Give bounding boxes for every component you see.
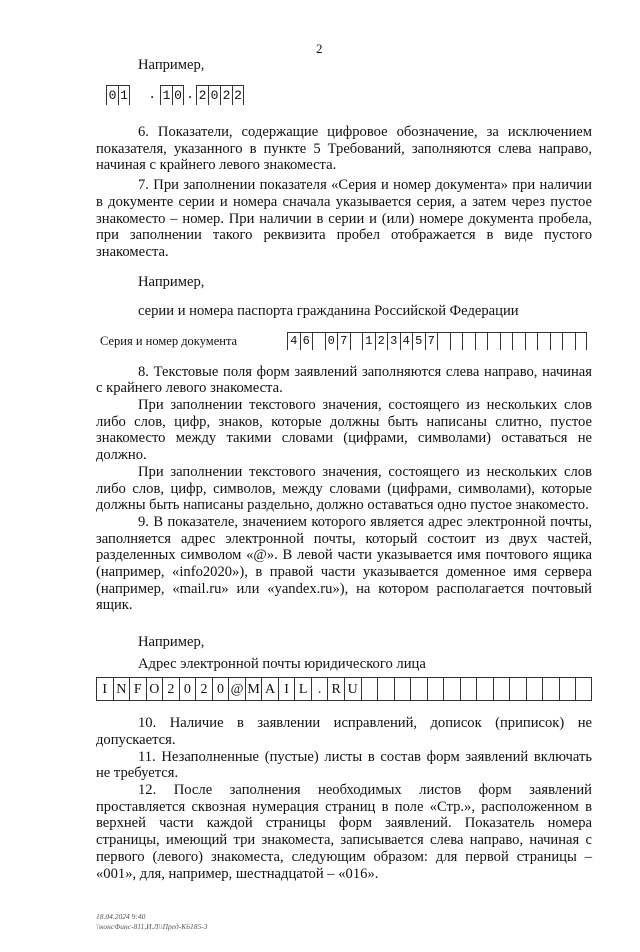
email-field [96, 677, 592, 701]
char-cell [462, 332, 475, 350]
char-cell [312, 332, 325, 350]
char-cell [550, 332, 563, 350]
char-cell [500, 332, 513, 350]
char-cell: 0 [179, 677, 196, 701]
date-cell: 1 [118, 85, 130, 105]
char-cell [361, 677, 378, 701]
char-cell [493, 677, 510, 701]
example-label: Например, [138, 57, 205, 73]
paragraph-10-12: 10. Наличие в заявлении исправлений, дописок (приписок) не допускается. 11. Незаполненные (пустые) листы в состав форм заявлений включать не требуется. 12. После заполнения необходимых листов форм заявлений проставляется сквозная нумерация страниц в поле «Стр.», расположенном в верхней части каждой страницы форм заявлений. Показатель номера страницы, имеющий три знакоместа, записывается слева направо, начиная с первого (левого) знакоместа, следующим образом: для первой страницы – «001», для, например, шестнадцатой – «016». [96, 715, 592, 882]
char-cell [410, 677, 427, 701]
char-cell: F [129, 677, 146, 701]
char-cell [562, 332, 575, 350]
char-cell [487, 332, 500, 350]
char-cell [526, 677, 543, 701]
char-cell: 2 [375, 332, 388, 350]
example-label: Например, [138, 273, 205, 290]
date-example [106, 85, 592, 105]
series-row [96, 332, 592, 350]
char-cell [377, 677, 394, 701]
char-cell [542, 677, 559, 701]
char-cell: 2 [162, 677, 179, 701]
char-cell: 5 [412, 332, 425, 350]
char-cell: 3 [387, 332, 400, 350]
char-cell: 4 [287, 332, 300, 350]
char-cell [450, 332, 463, 350]
char-cell [427, 677, 444, 701]
example-label: Например, [138, 634, 205, 651]
char-cell: N [113, 677, 130, 701]
date-cell: 0 [106, 85, 118, 105]
char-cell [476, 677, 493, 701]
passport-caption: серии и номера паспорта гражданина Российской Федерации [138, 302, 519, 319]
char-cell [350, 332, 363, 350]
date-cell: 0 [172, 85, 184, 105]
char-cell [537, 332, 550, 350]
date-cell: 2 [232, 85, 244, 105]
char-cell [475, 332, 488, 350]
char-cell: U [344, 677, 361, 701]
char-cell: 6 [300, 332, 313, 350]
char-cell [443, 677, 460, 701]
date-cell: 2 [220, 85, 232, 105]
page-number: 2 [316, 41, 323, 56]
series-label: Серия и номер документа [100, 333, 238, 348]
char-cell: 2 [195, 677, 212, 701]
char-cell: 1 [362, 332, 375, 350]
char-cell [575, 332, 588, 350]
char-cell [437, 332, 450, 350]
footer-timestamp: 18.04.2024 9:40 [96, 912, 146, 922]
char-cell [559, 677, 576, 701]
date-cell: 0 [208, 85, 220, 105]
char-cell [394, 677, 411, 701]
char-cell: L [294, 677, 311, 701]
date-cell: 2 [196, 85, 208, 105]
char-cell: 0 [212, 677, 229, 701]
char-cell [525, 332, 538, 350]
paragraph-8-9: 8. Текстовые поля форм заявлений заполняются слева направо, начиная с крайнего левого знакоместа. При заполнении текстового значения, состоящего из нескольких слов либо слов, цифр, знаков, которые должны быть написаны слитно, пустое знакоместо между такими словами (цифрами, символами) оставаться не должно. При заполнении текстового значения, состоящего из нескольких слов либо слов, цифр, символов, между словами (цифрами, символами), которые должны быть написаны раздельно, должно оставаться одно пустое знакоместо. 9. В показателе, значением которого является адрес электронной почты, заполняется адрес электронной почты, который состоит из двух частей, разделенных символом «@». В левой части указывается имя почтового ящика (например, «info2020»), в правой части указывается доменное имя сервера (например, «mail.ru» или «yandex.ru»), на котором располагается почтовый ящик. [96, 363, 592, 614]
char-cell [460, 677, 477, 701]
paragraph-6: 6. Показатели, содержащие цифровое обозначение, за исключением показателя, указанного в пункте 5 Требований, заполняются слева направо, начиная с крайнего левого знакоместа. [96, 124, 592, 174]
paragraph-7: 7. При заполнении показателя «Серия и номер документа» при наличии в документе серии и номера сначала указывается серия, а затем через пустое знакоместо – номер. При наличии в серии и (или) номере документа пробела, при заполнении такого реквизита пробел отображается в виде пустого знакоместа. [96, 177, 592, 260]
char-cell: 7 [337, 332, 350, 350]
char-cell: 0 [325, 332, 338, 350]
char-cell: 4 [400, 332, 413, 350]
char-cell: M [245, 677, 262, 701]
series-number-field [287, 332, 587, 350]
char-cell: A [261, 677, 278, 701]
email-label: Адрес электронной почты юридического лица [138, 656, 426, 673]
char-cell: I [96, 677, 113, 701]
char-cell: . [311, 677, 328, 701]
char-cell: I [278, 677, 295, 701]
char-cell: 7 [425, 332, 438, 350]
footer-doc-ref: \\консФинс-811,И.Л\\Пред-К6185-3 [96, 922, 208, 932]
date-separator: . [186, 87, 194, 102]
date-separator: . [148, 87, 156, 102]
char-cell: @ [228, 677, 245, 701]
date-cell: 1 [160, 85, 172, 105]
char-cell: O [146, 677, 163, 701]
char-cell [512, 332, 525, 350]
char-cell [509, 677, 526, 701]
char-cell: R [327, 677, 344, 701]
char-cell [575, 677, 592, 701]
